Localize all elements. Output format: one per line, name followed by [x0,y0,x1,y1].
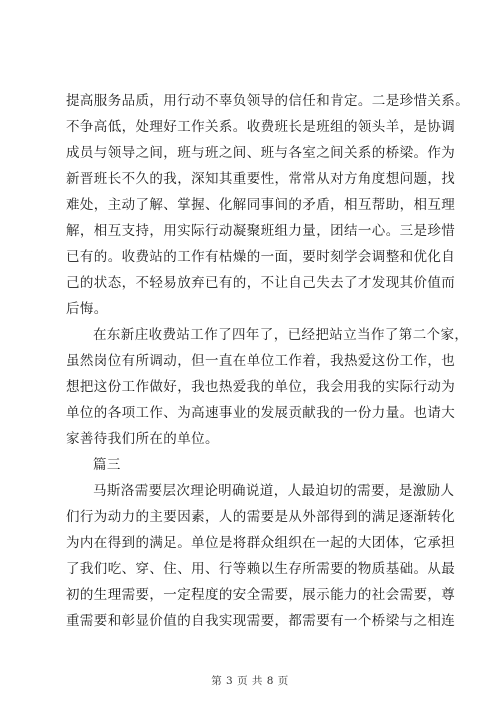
paragraph [66,88,470,322]
text-line: 家善待我们所在的单位。 [66,431,219,447]
text-line: 后悔。 [66,301,108,317]
text-line: 提高服务品质，用行动不辜负领导的信任和肯定。二是珍惜关系。 [66,93,470,109]
text-line: 难处，主动了解、掌握、化解同事间的矛盾，相互帮助，相互理 [66,197,456,213]
text-line: 重需要和彰显价值的自我实现需要，都需要有一个桥梁与之相连 [66,613,456,629]
text-line: 已有的。收费站的工作有枯燥的一面，要时刻学会调整和优化自 [66,249,456,265]
paragraph [66,478,456,634]
text-line: 马斯洛需要层次理论明确说道，人最迫切的需要，是激励人 [93,483,455,499]
text-line: 解，相互支持，用实际行动凝聚班组力量，团结一心。三是珍惜 [66,223,456,239]
text-line: 了我们吃、穿、住、用、行等赖以生存所需要的物质基础。从最 [66,561,456,577]
text-line: 初的生理需要，一定程度的安全需要，展示能力的社会需要，尊 [66,587,456,603]
text-line: 成员与领导之间，班与班之间、班与各室之间关系的桥梁。作为 [66,145,456,161]
text-line: 不争高低，处理好工作关系。收费班长是班组的领头羊，是协调 [66,119,456,135]
text-line: 们行为动力的主要因素，人的需要是从外部得到的满足逐渐转化 [66,509,456,525]
section-heading [66,452,446,478]
text-line: 新晋班长不久的我，深知其重要性，常常从对方角度想问题，找 [66,171,456,187]
text-line: 在东新庄收费站工作了四年了，已经把站立当作了第二个家， [93,327,469,343]
section-heading-text: 篇三 [93,457,121,473]
page-footer: 第 3 页 共 8 页 [211,675,289,687]
text-line: 想把这份工作做好，我也热爱我的单位，我会用我的实际行动为 [66,379,456,395]
text-line: 己的状态，不轻易放弃已有的，不让自己失去了才发现其价值而 [66,275,456,291]
paragraph [66,322,469,452]
text-line: 虽然岗位有所调动，但一直在单位工作着，我热爱这份工作，也 [66,353,456,369]
text-line: 单位的各项工作、为高速事业的发展贡献我的一份力量。也请大 [66,405,456,421]
document-body [66,88,470,634]
text-line: 为内在得到的满足。单位是将群众组织在一起的大团体，它承担 [66,535,456,551]
